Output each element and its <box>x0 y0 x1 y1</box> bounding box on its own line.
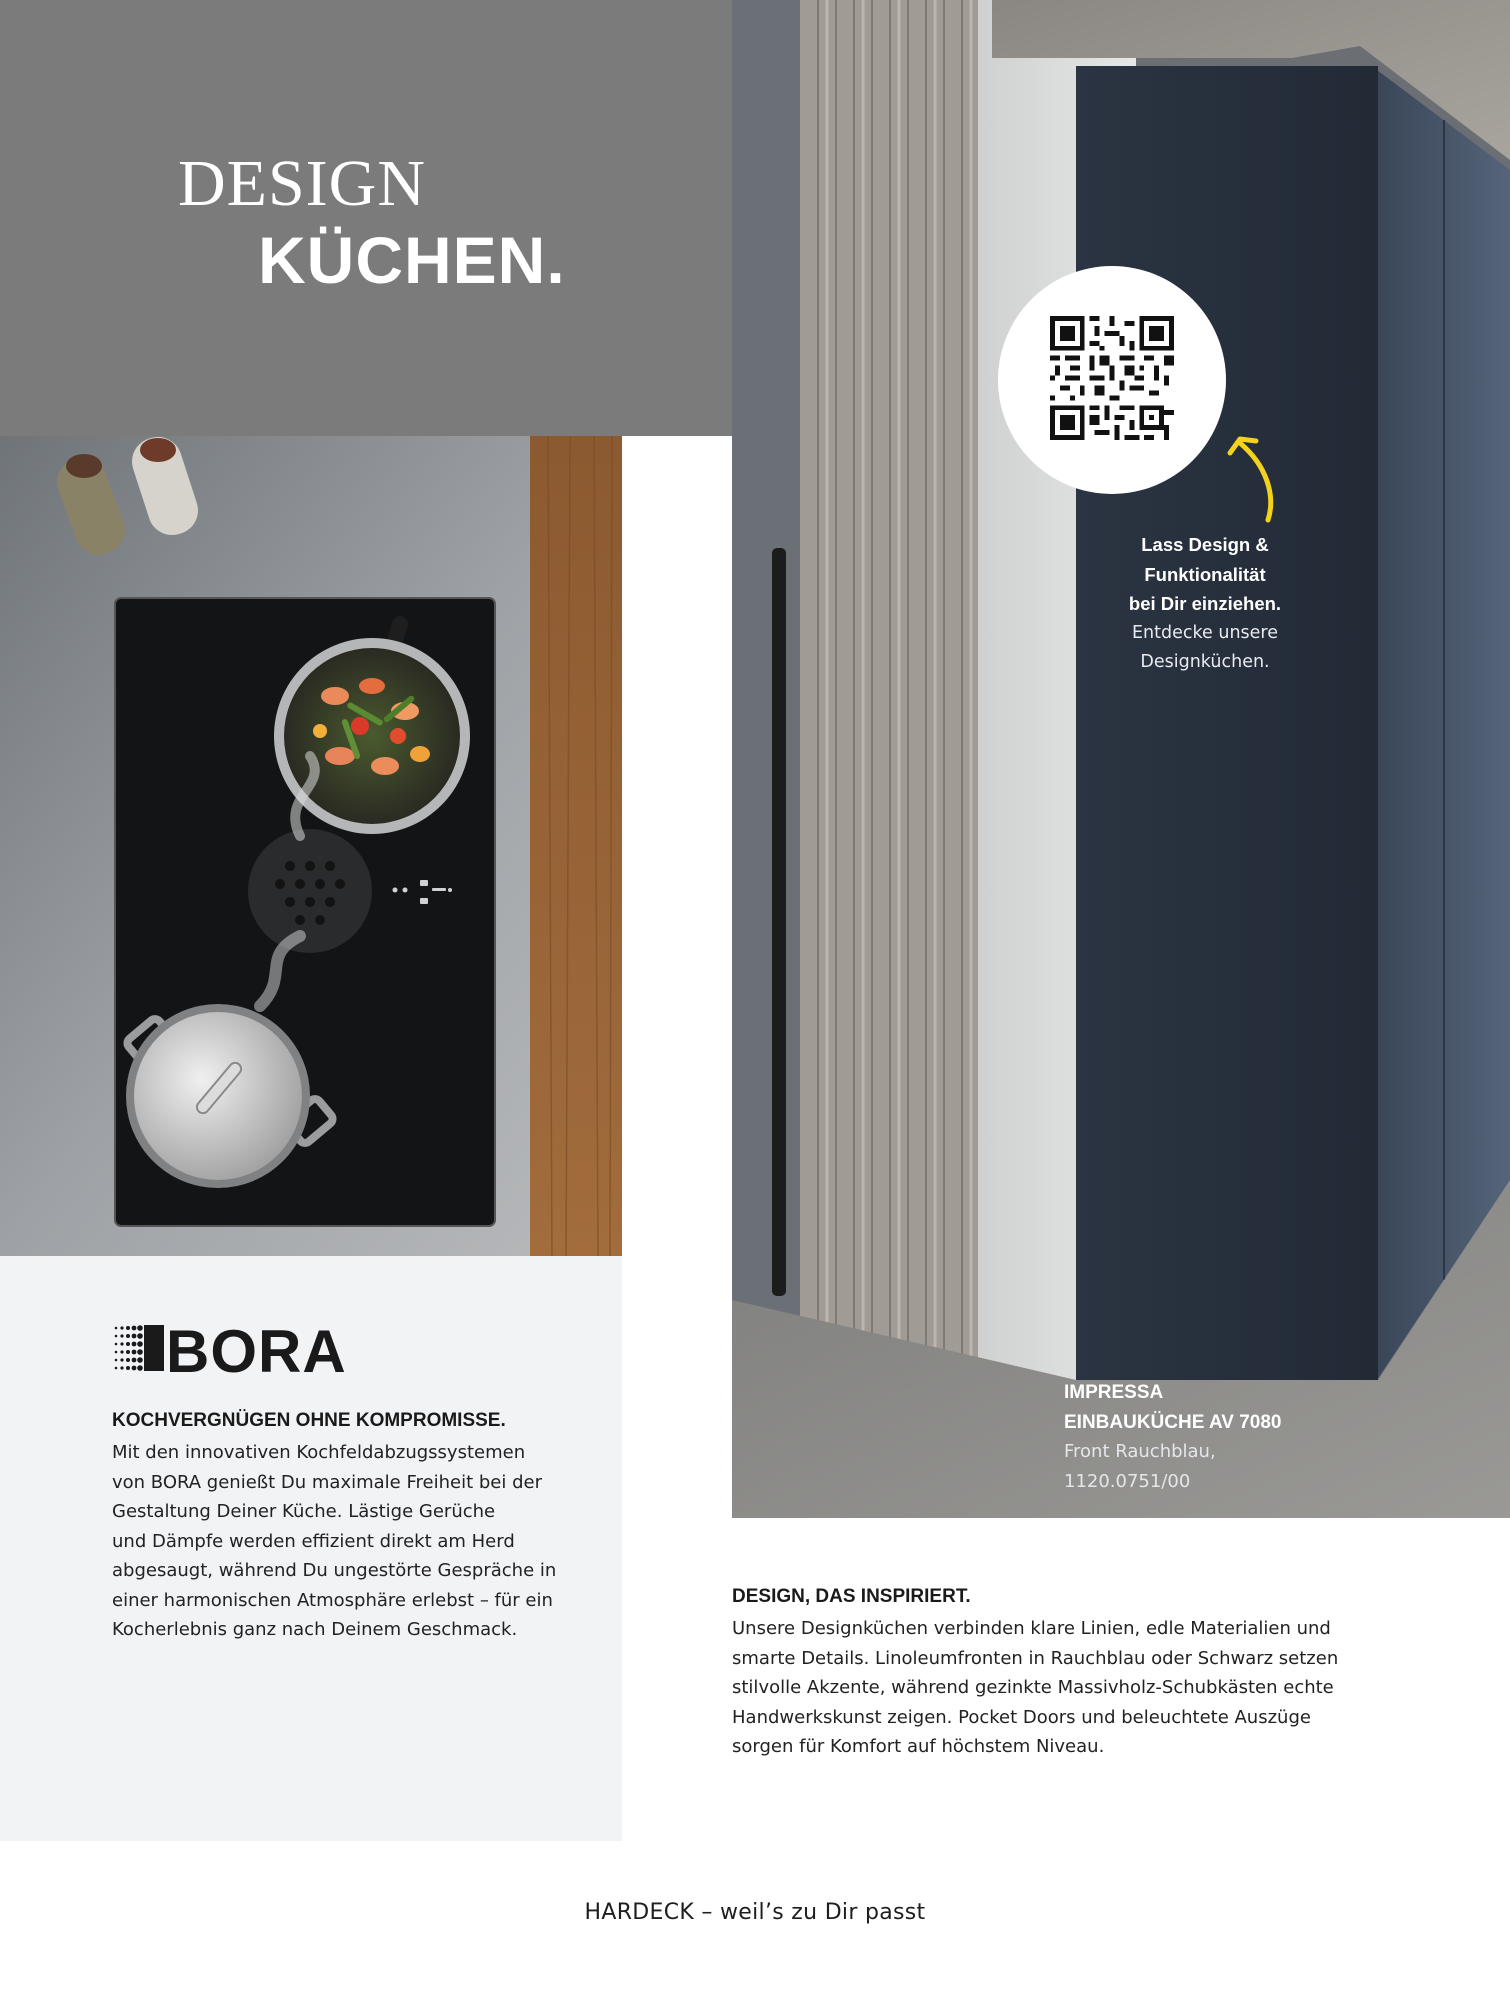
text-line: Mit den innovativen Kochfeldabzugssystemen <box>112 1442 526 1463</box>
cta-line: Lass Design & <box>1141 534 1269 555</box>
caption-line: IMPRESSA <box>1064 1382 1164 1403</box>
text-line: und Dämpfe werden effizient direkt am Herd <box>112 1530 515 1552</box>
text-line: Handwerkskunst zeigen. Pocket Doors und beleuchtete Auszüge <box>732 1706 1311 1728</box>
cta-line: bei Dir einziehen. <box>1128 593 1282 614</box>
caption-line: Front Rauchblau, <box>1064 1441 1216 1462</box>
text-line: einer harmonischen Atmosphäre erlebst – für ein <box>112 1589 553 1611</box>
design-body <box>732 1614 1352 1762</box>
text-line: von BORA genießt Du maximale Freiheit bei der <box>112 1471 542 1493</box>
text-line: Gestaltung Deiner Küche. Lästige Gerüche <box>112 1501 496 1522</box>
cooktop-illustration <box>0 436 622 1256</box>
caption-line: EINBAUKÜCHE AV 7080 <box>1064 1411 1282 1433</box>
text-line: Unsere Designküchen verbinden klare Linien, edle Materialien und <box>732 1618 1331 1639</box>
kitchen-photo <box>732 0 1510 1518</box>
text-line: smarte Details. Linoleumfronten in Rauchblau oder Schwarz setzen <box>732 1647 1339 1669</box>
bora-logo <box>112 1318 372 1383</box>
bora-logo-mark <box>112 1318 372 1378</box>
photo-caption <box>1064 1378 1282 1496</box>
footer-tagline: HARDECK – weil’s zu Dir passt <box>584 1900 926 1925</box>
page-title-kuechen: KÜCHEN. <box>258 223 566 297</box>
cta-line: Designküchen. <box>1140 652 1270 672</box>
cooktop-photo <box>0 436 622 1256</box>
page-title-design: DESIGN <box>178 147 426 220</box>
qr-call-to-action <box>1070 530 1340 678</box>
text-line: sorgen für Komfort auf höchstem Niveau. <box>732 1736 1105 1757</box>
cta-bold-block <box>1070 530 1340 619</box>
design-heading: DESIGN, DAS INSPIRIERT. <box>732 1586 971 1607</box>
text-line: stilvolle Akzente, während gezinkte Massivholz-Schubkästen echte <box>732 1677 1334 1698</box>
bora-heading: KOCHVERGNÜGEN OHNE KOMPROMISSE. <box>112 1410 506 1431</box>
caption-line: 1120.0751/00 <box>1064 1470 1191 1492</box>
arrow-up-icon <box>1226 425 1286 530</box>
text-line: abgesaugt, während Du ungestörte Gespräche in <box>112 1560 557 1581</box>
kitchen-illustration <box>732 0 1510 1518</box>
cta-line: Entdecke unsere <box>1132 622 1278 643</box>
cta-line: Funktionalität <box>1144 563 1266 585</box>
cta-light-block <box>1070 619 1340 678</box>
text-line: Kocherlebnis ganz nach Deinem Geschmack. <box>112 1619 518 1640</box>
bora-body <box>112 1438 592 1645</box>
qr-code-icon[interactable] <box>1050 316 1174 445</box>
bora-logo-text: BORA <box>166 1318 347 1378</box>
